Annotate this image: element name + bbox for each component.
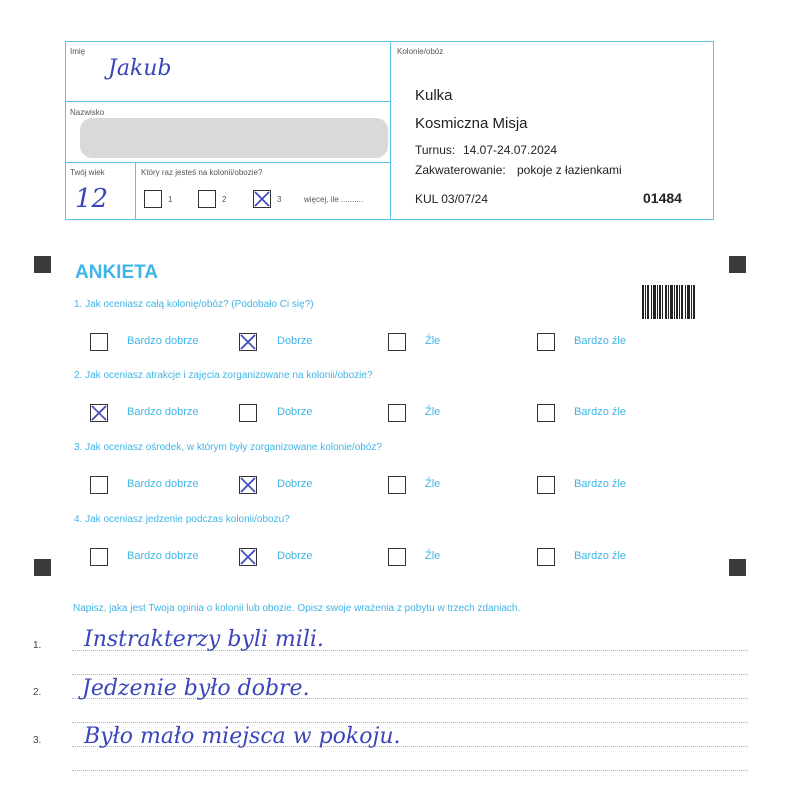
rating-checkbox[interactable] [90, 476, 108, 494]
rating-checkbox[interactable] [537, 333, 555, 351]
check-x-icon [90, 404, 108, 422]
question-text: 2. Jak oceniasz atrakcje i zajęcia zorganizowane na kolonii/obozie? [74, 370, 373, 381]
answer-line [72, 770, 748, 771]
rating-checkbox[interactable] [537, 548, 555, 566]
rating-checkbox[interactable] [537, 404, 555, 422]
rating-option-label: Źle [425, 406, 441, 418]
header-row-divider [65, 101, 390, 102]
camp-title: Kosmiczna Misja [415, 115, 528, 132]
answer-line [72, 722, 748, 723]
times-checkbox-2[interactable] [198, 190, 216, 208]
rating-option-label: Bardzo źle [574, 335, 626, 347]
check-x-icon [239, 333, 257, 351]
header-row-divider [65, 162, 390, 163]
rating-option-label: Dobrze [277, 478, 313, 490]
surname-redacted [80, 118, 388, 158]
age-label: Twój wiek [70, 168, 105, 177]
rating-checkbox[interactable] [388, 548, 406, 566]
times-checkbox-3[interactable] [253, 190, 271, 208]
rating-checkbox[interactable] [239, 548, 257, 566]
registration-marker [34, 256, 51, 273]
name-value: Jakub [108, 56, 172, 81]
opinion-prompt: Napisz, jaka jest Twoja opinia o kolonii lub obozie. Opisz swoje wrażenia z pobytu w trzech zdaniach. [73, 603, 521, 614]
answer-2[interactable]: Jedzenie było dobre. [82, 676, 310, 701]
rating-checkbox[interactable] [239, 333, 257, 351]
rating-checkbox[interactable] [388, 404, 406, 422]
registration-marker [729, 256, 746, 273]
header-divider [390, 41, 391, 220]
rating-checkbox[interactable] [90, 333, 108, 351]
rating-checkbox[interactable] [90, 548, 108, 566]
rating-checkbox[interactable] [388, 333, 406, 351]
times-label: Który raz jesteś na kolonii/obozie? [141, 168, 263, 177]
rating-option-label: Dobrze [277, 550, 313, 562]
rating-option-label: Bardzo dobrze [127, 406, 199, 418]
barcode-icon [642, 285, 696, 319]
line-number: 3. [33, 735, 42, 746]
times-option-1: 1 [168, 195, 173, 204]
rating-option-label: Źle [425, 478, 441, 490]
line-number: 2. [33, 687, 42, 698]
name-label: Imię [70, 47, 86, 56]
age-divider [135, 162, 136, 220]
rating-option-label: Bardzo dobrze [127, 478, 199, 490]
rating-checkbox[interactable] [239, 476, 257, 494]
times-option-3: 3 [277, 195, 282, 204]
times-more-label: więcej, ile .......... [304, 195, 364, 204]
answer-3[interactable]: Było mało miejsca w pokoju. [84, 724, 401, 749]
registration-marker [729, 559, 746, 576]
question-text: 4. Jak oceniasz jedzenie podczas kolonii/obozu? [74, 514, 290, 525]
answer-1[interactable]: Instrakterzy byli mili. [84, 627, 324, 652]
turnus-value: 14.07-24.07.2024 [463, 143, 558, 157]
accommodation-label: Zakwaterowanie: [415, 163, 506, 177]
accommodation-value: pokoje z łazienkami [517, 163, 622, 177]
registration-marker [34, 559, 51, 576]
line-number: 1. [33, 640, 42, 651]
camp-label: Kolonie/obóz [397, 47, 444, 56]
rating-option-label: Bardzo źle [574, 478, 626, 490]
rating-checkbox[interactable] [239, 404, 257, 422]
check-x-icon [239, 548, 257, 566]
question-text: 3. Jak oceniasz ośrodek, w którym były zorganizowane kolonie/obóz? [74, 442, 382, 453]
rating-checkbox[interactable] [537, 476, 555, 494]
rating-option-label: Źle [425, 550, 441, 562]
turnus-label: Turnus: [415, 143, 456, 157]
survey-title: ANKIETA [75, 262, 159, 283]
surname-label: Nazwisko [70, 108, 105, 117]
form-number: 01484 [643, 190, 682, 206]
rating-option-label: Dobrze [277, 406, 313, 418]
rating-option-label: Bardzo źle [574, 550, 626, 562]
answer-line [72, 674, 748, 675]
check-x-icon [239, 476, 257, 494]
rating-checkbox[interactable] [90, 404, 108, 422]
question-text: 1. Jak oceniasz całą kolonię/obóz? (Podobało Ci się?) [74, 299, 314, 310]
rating-option-label: Bardzo dobrze [127, 335, 199, 347]
camp-name: Kulka [415, 87, 453, 104]
rating-option-label: Bardzo źle [574, 406, 626, 418]
check-x-icon [253, 190, 271, 208]
times-option-2: 2 [222, 195, 227, 204]
rating-checkbox[interactable] [388, 476, 406, 494]
times-checkbox-1[interactable] [144, 190, 162, 208]
rating-option-label: Bardzo dobrze [127, 550, 199, 562]
age-value: 12 [75, 184, 109, 214]
camp-code: KUL 03/07/24 [415, 192, 488, 206]
rating-option-label: Dobrze [277, 335, 313, 347]
rating-option-label: Źle [425, 335, 441, 347]
